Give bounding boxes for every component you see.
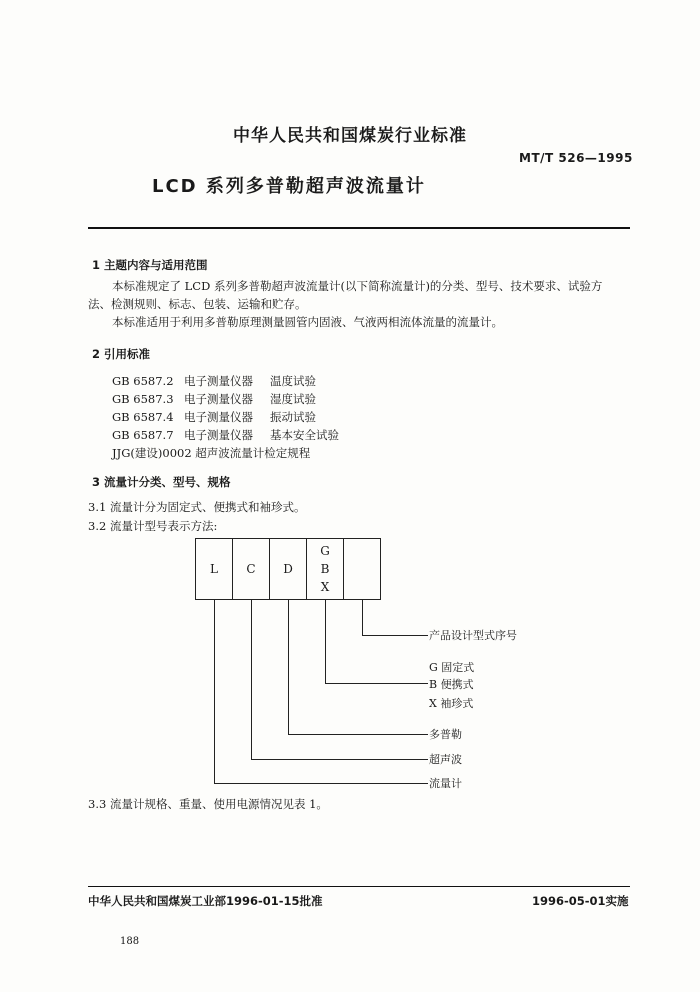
- model-cell-design: [343, 538, 381, 600]
- leader-doppler-horizontal: [288, 734, 428, 735]
- label-flowmeter: 流量计: [429, 777, 462, 790]
- leader-ultrasonic-horizontal: [251, 759, 428, 760]
- reference-name: 电子测量仪器: [184, 392, 253, 406]
- leader-ultrasonic-vertical: [251, 600, 252, 760]
- model-cell-c: C: [232, 538, 270, 600]
- reference-code: GB 6587.2: [112, 374, 174, 388]
- clause-3-3: 3.3 流量计规格、重量、使用电源情况见表 1。: [88, 797, 328, 811]
- section-1-paragraph-1-line-1: 本标准规定了 LCD 系列多普勒超声波流量计(以下简称流量计)的分类、型号、技术要求、试验方: [112, 279, 603, 293]
- section-2-heading: 2 引用标准: [92, 347, 151, 361]
- model-cell-l: L: [195, 538, 233, 600]
- label-ultrasonic: 超声波: [429, 753, 462, 766]
- document-title: LCD 系列多普勒超声波流量计: [152, 176, 426, 197]
- leader-type-horizontal: [325, 683, 428, 684]
- section-1-heading: 1 主题内容与适用范围: [92, 258, 208, 272]
- reference-desc: 振动试验: [270, 410, 316, 424]
- reference-item: [112, 391, 316, 407]
- reference-item-jjg: JJG(建设)0002 超声波流量计检定规程: [112, 446, 311, 460]
- reference-code: GB 6587.4: [112, 410, 174, 424]
- reference-item: [112, 373, 316, 389]
- reference-name: 电子测量仪器: [184, 428, 253, 442]
- reference-desc: 基本安全试验: [270, 428, 339, 442]
- leader-design-horizontal: [362, 635, 428, 636]
- page-number: 188: [120, 936, 140, 947]
- reference-item: [112, 409, 316, 425]
- reference-name: 电子测量仪器: [184, 410, 253, 424]
- type-code-g: G: [320, 544, 330, 558]
- model-cell-type: [306, 538, 344, 600]
- reference-item: [112, 427, 339, 443]
- leader-design-vertical: [362, 600, 363, 636]
- footer-divider: [88, 886, 630, 887]
- leader-flowmeter-horizontal: [214, 783, 428, 784]
- leader-flowmeter-vertical: [214, 600, 215, 784]
- section-1-paragraph-1-line-2: 法、检测规则、标志、包装、运输和贮存。: [88, 297, 307, 311]
- reference-code: GB 6587.7: [112, 428, 174, 442]
- leader-type-vertical: [325, 600, 326, 684]
- reference-name: 电子测量仪器: [184, 374, 253, 388]
- label-portable-type: B 便携式: [429, 678, 474, 691]
- label-doppler: 多普勒: [429, 728, 462, 741]
- effective-date: 1996-05-01实施: [532, 894, 629, 908]
- clause-3-2: 3.2 流量计型号表示方法:: [88, 519, 218, 533]
- model-cell-d: D: [269, 538, 307, 600]
- title-divider: [88, 227, 630, 229]
- reference-desc: 湿度试验: [270, 392, 316, 406]
- section-1-paragraph-2: 本标准适用于利用多普勒原理测量圆管内固液、气液两相流体流量的流量计。: [112, 315, 503, 329]
- label-fixed-type: G 固定式: [429, 661, 475, 674]
- type-code-b: B: [320, 562, 330, 576]
- type-code-x: X: [320, 580, 330, 594]
- clause-3-1: 3.1 流量计分为固定式、便携式和袖珍式。: [88, 500, 306, 514]
- section-3-heading: 3 流量计分类、型号、规格: [92, 475, 231, 489]
- reference-code: GB 6587.3: [112, 392, 174, 406]
- label-pocket-type: X 袖珍式: [429, 697, 474, 710]
- reference-desc: 温度试验: [270, 374, 316, 388]
- approval-line: 中华人民共和国煤炭工业部1996-01-15批准: [88, 894, 323, 908]
- issuing-organization: 中华人民共和国煤炭行业标准: [233, 126, 467, 146]
- standard-code: MT/T 526—1995: [519, 151, 633, 165]
- label-design-sequence: 产品设计型式序号: [429, 629, 517, 642]
- leader-doppler-vertical: [288, 600, 289, 735]
